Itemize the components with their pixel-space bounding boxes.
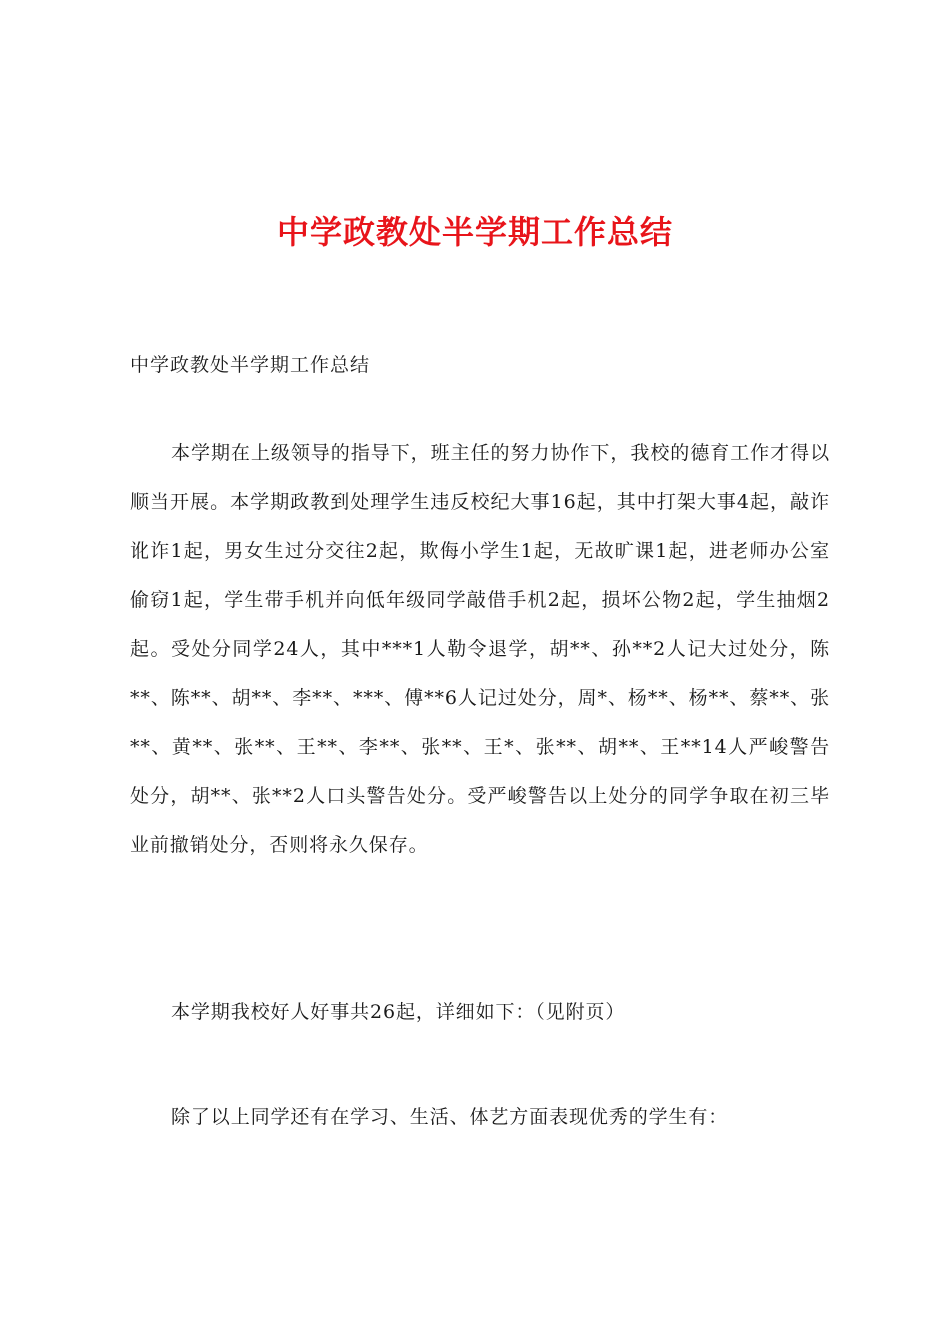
document-title: 中学政教处半学期工作总结 [276, 213, 673, 251]
paragraph-outstanding-students: 除了以上同学还有在学习、生活、体艺方面表现优秀的学生有： [171, 1106, 729, 1128]
paragraph-discipline-summary: 本学期在上级领导的指导下，班主任的努力协作下，我校的德育工作才得以顺当开展。本学期政教到处理学生违反校纪大事16起，其中打架大事4起，敲诈讹诈1起，男女生过分交往2起，欺侮小学生1起，无故旷课1起，进老师办公室偷窃1起，学生带手机并向低年级同学敲借手机2起，损坏公物2起，学生抽烟2起。受处分同学24人，其中***1人勒令退学，胡**、孙**2人记大过处分，陈**、陈**、胡**、李**、***、傅**6人记过处分，周*、杨**、杨**、蔡**、张**、黄**、张**、王**、李**、张**、王*、张**、胡**、王**14人严峻警告处分，胡**、张**2人口头警告处分。受严峻警告以上处分的同学争取在初三毕业前撤销处分，否则将永久保存。 [130, 442, 830, 856]
document-subtitle: 中学政教处半学期工作总结 [130, 354, 371, 376]
paragraph-good-deeds: 本学期我校好人好事共26起，详细如下：（见附页） [171, 1001, 626, 1023]
